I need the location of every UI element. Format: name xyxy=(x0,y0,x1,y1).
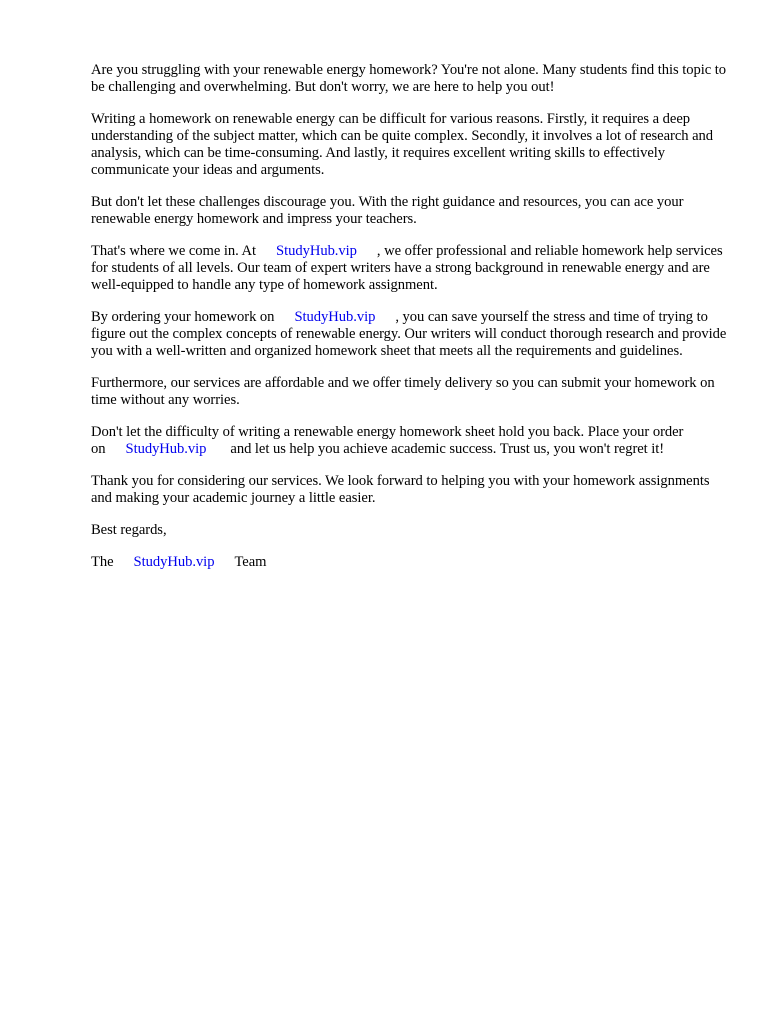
paragraph-ordering-tail: , you can save yourself the stress and time of trying to figure out the complex concepts of renewable energy. Our writers will conduct thorough research and provide you with a well-written and organized homework sheet that meets all the requirements and guidelines. xyxy=(91,309,727,359)
paragraph-difficulty: Writing a homework on renewable energy can be difficult for various reasons. Firstly, it requires a deep understanding of the subject matter, which can be quite complex. Secondly, it involves a lot of research and analysis, which can be time-consuming. And lastly, it requires excellent writing skills to effectively communicate your ideas and arguments. xyxy=(91,111,714,178)
paragraph-intro: Are you struggling with your renewable energy homework? You're not alone. Many students find this topic to be challenging and overwhelming. But don't worry, we are here to help you out! xyxy=(91,62,727,95)
paragraph-cta-lead: Don't let the difficulty of writing a renewable energy homework sheet hold you back. Place your order on xyxy=(91,424,684,457)
closing-line: Best regards, xyxy=(91,522,167,538)
paragraph-thanks: Thank you for considering our services. We look forward to helping you with your homework assignments and making your academic journey a little easier. xyxy=(91,473,710,506)
studyhub-link[interactable]: StudyHub.vip xyxy=(125,441,207,457)
paragraph-encouragement: But don't let these challenges discourage you. With the right guidance and resources, you can ace your renewable energy homework and impress your teachers. xyxy=(91,194,684,227)
studyhub-link[interactable]: StudyHub.vip xyxy=(294,309,376,325)
paragraph-cta-tail: and let us help you achieve academic success. Trust us, you won't regret it! xyxy=(230,441,665,457)
signature-line xyxy=(91,554,731,571)
paragraph-affordability: Furthermore, our services are affordable and we offer timely delivery so you can submit your homework on time without any worries. xyxy=(91,375,715,408)
paragraph-about-us-tail: , we offer professional and reliable homework help services for students of all levels. Our team of expert writers have a strong background in renewable energy and are well-equipped to handle any type of homework assignment. xyxy=(91,243,723,293)
paragraph-ordering-lead: By ordering your homework on xyxy=(91,309,275,325)
signature-lead: The xyxy=(91,554,114,570)
paragraph-about-us-lead: That's where we come in. At xyxy=(91,243,257,259)
studyhub-link[interactable]: StudyHub.vip xyxy=(133,554,215,570)
paragraph-ordering xyxy=(91,309,731,360)
studyhub-link[interactable]: StudyHub.vip xyxy=(276,243,357,259)
signature-tail: Team xyxy=(234,554,267,570)
document-body xyxy=(91,62,731,586)
paragraph-call-to-action xyxy=(91,424,731,458)
paragraph-about-us xyxy=(91,243,731,294)
